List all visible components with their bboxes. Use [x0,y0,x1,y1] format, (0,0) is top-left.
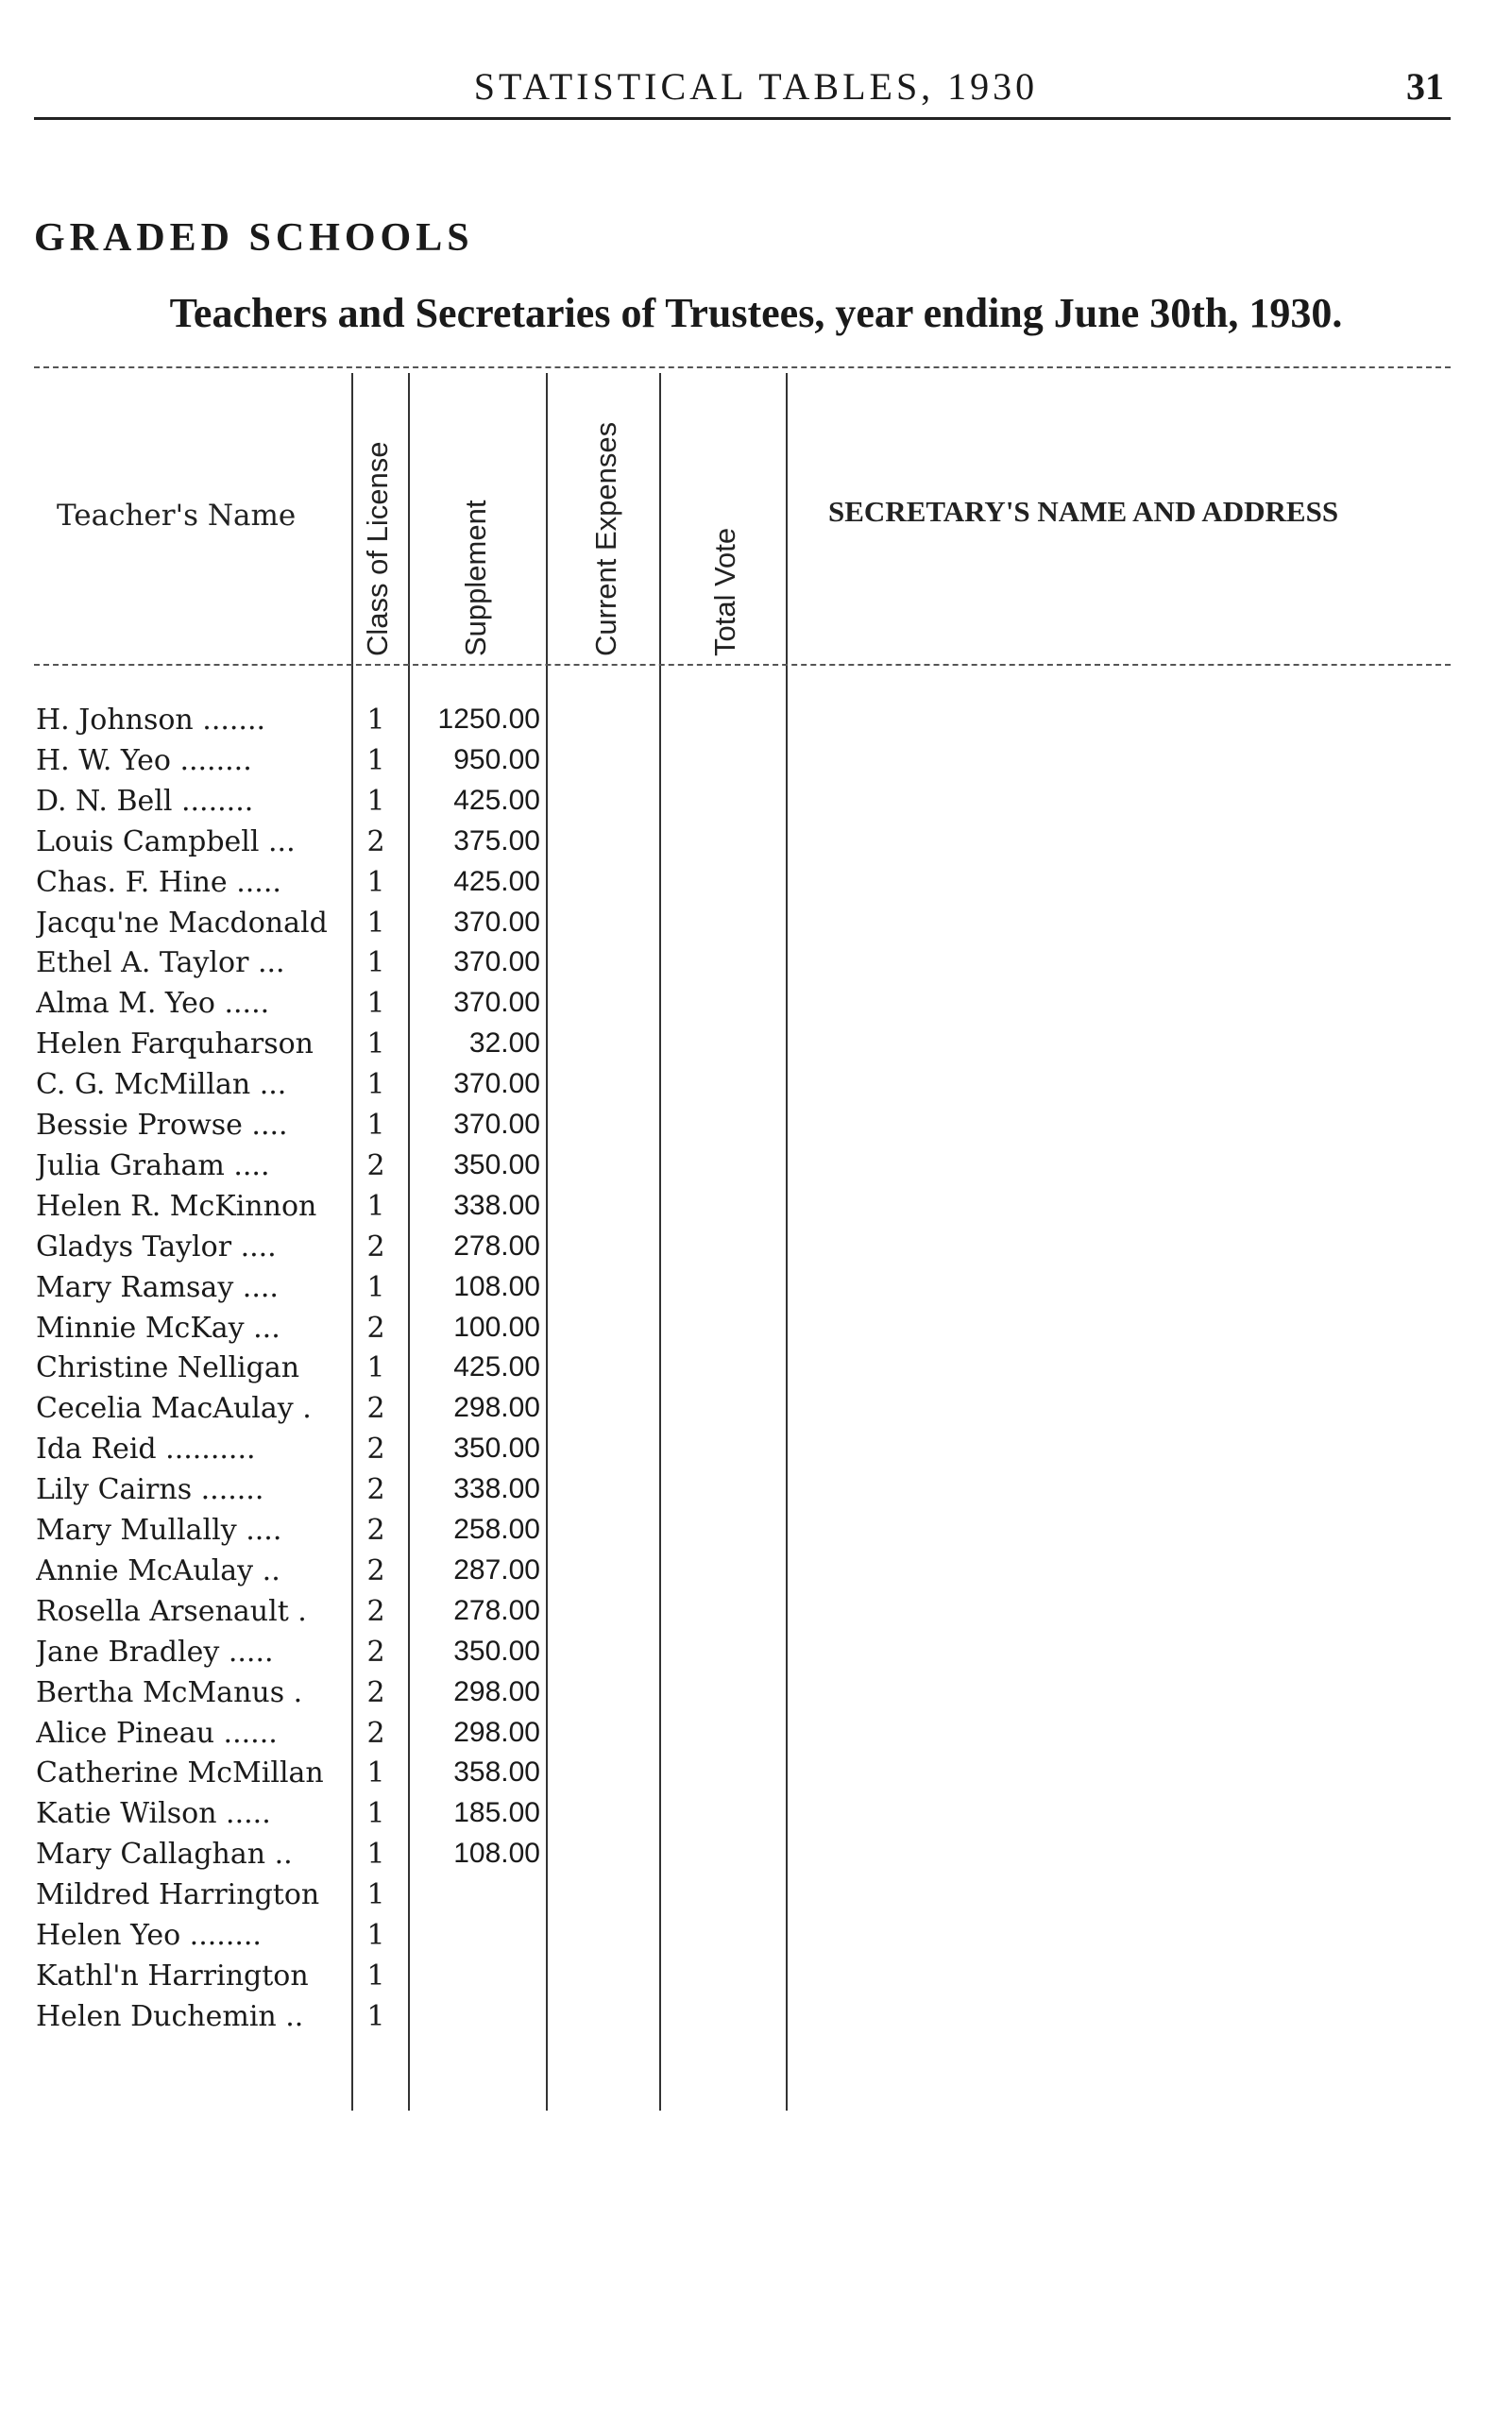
running-title: STATISTICAL TABLES, 1930 [473,65,1039,108]
teacher-name: Annie McAulay .. [36,1553,280,1587]
table-row [0,1230,661,1271]
table-row [0,2000,661,2041]
table-row [0,1392,661,1433]
table-row [0,1027,661,1068]
license-class: 2 [366,1230,385,1264]
license-class: 2 [366,1311,385,1345]
table-row [0,1636,661,1676]
supplement-value: 338.00 [453,1189,540,1221]
teacher-name: Minnie McKay ... [36,1311,280,1345]
supplement-value: 370.00 [453,1109,540,1140]
license-class: 1 [366,704,385,737]
supplement-value: 108.00 [453,1270,540,1302]
supplement-value: 370.00 [453,906,540,938]
license-class: 1 [366,743,385,777]
table-row [0,1149,661,1190]
table-row [0,1919,661,1959]
license-class: 1 [366,946,385,980]
teacher-name: Bessie Prowse .... [36,1109,288,1142]
license-class: 1 [366,1838,385,1872]
supplement-value: 338.00 [453,1473,540,1505]
table-row [0,1756,661,1797]
supplement-value: 350.00 [453,1635,540,1667]
teacher-name: Rosella Arsenault . [36,1594,307,1628]
header-divider [34,117,1451,120]
teacher-name: Bertha McManus . [36,1675,303,1709]
license-class: 1 [366,784,385,818]
teacher-name: Helen R. McKinnon [36,1189,317,1223]
teacher-name: Katie Wilson ..... [36,1797,271,1831]
teacher-name-header: Teacher's Name [57,499,297,533]
teacher-name: Helen Duchemin .. [36,1999,304,2033]
teacher-name: Christine Nelligan [36,1351,300,1385]
teacher-name: Cecelia MacAulay . [36,1392,312,1426]
teacher-name: D. N. Bell ........ [36,784,254,818]
license-class: 2 [366,1392,385,1426]
license-class: 2 [366,1635,385,1669]
supplement-value: 375.00 [453,824,540,857]
license-class: 1 [366,1270,385,1304]
supplement-value: 108.00 [453,1838,540,1870]
table-row [0,1068,661,1109]
teacher-name: Julia Graham .... [36,1148,270,1182]
license-class: 2 [366,1594,385,1628]
teacher-name: Mary Callaghan .. [36,1838,293,1872]
supplement-value: 287.00 [453,1553,540,1586]
supplement-value: 298.00 [453,1675,540,1707]
teacher-name: Mary Ramsay .... [36,1270,279,1304]
table-row [0,987,661,1027]
supplement-value: 425.00 [453,1351,540,1383]
supplement-value: 100.00 [453,1311,540,1343]
table-row [0,1433,661,1473]
teacher-name: Jacqu'ne Macdonald [36,906,328,940]
teacher-name: Jane Bradley ..... [36,1635,274,1669]
license-class: 1 [366,987,385,1021]
teacher-name: Helen Farquharson [36,1027,314,1061]
secretary-header: SECRETARY'S NAME AND ADDRESS [828,495,1339,528]
table-row [0,1109,661,1149]
table-subtitle: Teachers and Secretaries of Trustees, year ending June 30th, 1930. [169,290,1343,336]
total-vote-header: Total Vote [708,527,741,656]
header-bottom-rule [34,664,1451,666]
supplement-value: 425.00 [453,865,540,897]
teacher-name: Ethel A. Taylor ... [36,946,285,980]
license-class: 1 [366,1189,385,1223]
table-row [0,1838,661,1878]
license-class: 1 [366,1919,385,1952]
table-row [0,946,661,987]
teacher-name: Lily Cairns ....... [36,1473,264,1507]
license-class: 1 [366,906,385,940]
table-row [0,1473,661,1514]
license-class: 2 [366,1553,385,1587]
teacher-name: H. Johnson ....... [36,704,266,737]
license-class: 1 [366,1027,385,1061]
supplement-value: 1250.00 [437,704,540,735]
supplement-value: 370.00 [453,946,540,978]
teacher-name: Mildred Harrington [36,1878,320,1912]
teacher-name: Kathl'n Harrington [36,1959,309,1993]
table-row [0,866,661,907]
table-row [0,785,661,825]
teacher-name: Catherine McMillan [36,1756,324,1790]
teacher-name: Alice Pineau ...... [36,1716,278,1750]
license-class: 2 [366,1514,385,1547]
table-row [0,1595,661,1636]
teacher-name: Ida Reid .......... [36,1433,256,1467]
teacher-name: Chas. F. Hine ..... [36,865,281,899]
supplement-value: 278.00 [453,1594,540,1626]
license-class: 1 [366,1959,385,1993]
table-row [0,704,661,744]
table-row [0,744,661,785]
class-of-license-header: Class of License [361,441,394,656]
license-class: 1 [366,1797,385,1831]
supplement-value: 350.00 [453,1433,540,1465]
current-expenses-header: Current Expenses [589,421,622,656]
running-head [0,57,1512,113]
table-row [0,1554,661,1595]
teacher-name: H. W. Yeo ........ [36,743,252,777]
license-class: 1 [366,865,385,899]
license-class: 2 [366,1433,385,1467]
supplement-value: 32.00 [468,1027,540,1060]
column-divider [786,373,788,2111]
table-row [0,1351,661,1392]
license-class: 2 [366,1148,385,1182]
table-row [0,1797,661,1838]
license-class: 2 [366,1716,385,1750]
supplement-value: 370.00 [453,987,540,1019]
table-row [0,1312,661,1352]
table-row [0,1717,661,1757]
table-row [0,1514,661,1554]
table-row [0,907,661,947]
license-class: 1 [366,1878,385,1912]
teacher-name: Helen Yeo ........ [36,1919,262,1952]
license-class: 2 [366,1473,385,1507]
table-row [0,1878,661,1919]
table-row [0,1271,661,1312]
license-class: 1 [366,1999,385,2033]
teacher-name: Louis Campbell ... [36,824,296,858]
supplement-value: 370.00 [453,1068,540,1100]
supplement-header: Supplement [459,500,492,656]
teacher-name: Mary Mullally .... [36,1514,282,1547]
teacher-name: C. G. McMillan ... [36,1068,287,1102]
license-class: 2 [366,824,385,858]
supplement-value: 350.00 [453,1148,540,1180]
teacher-name: Gladys Taylor .... [36,1230,277,1264]
teacher-name: Alma M. Yeo ..... [36,987,270,1021]
supplement-value: 258.00 [453,1514,540,1545]
license-class: 1 [366,1109,385,1142]
supplement-value: 185.00 [453,1797,540,1829]
license-class: 1 [366,1068,385,1102]
license-class: 1 [366,1351,385,1385]
table-row [0,1959,661,2000]
supplement-value: 950.00 [453,743,540,775]
table-row [0,825,661,866]
table-top-rule [34,366,1451,368]
license-class: 2 [366,1675,385,1709]
section-heading: GRADED SCHOOLS [34,216,474,260]
supplement-value: 298.00 [453,1392,540,1424]
supplement-value: 298.00 [453,1716,540,1748]
supplement-value: 425.00 [453,784,540,816]
page-number: 31 [1406,65,1444,108]
license-class: 1 [366,1756,385,1790]
table-row [0,1676,661,1717]
supplement-value: 358.00 [453,1756,540,1789]
table-row [0,1190,661,1230]
supplement-value: 278.00 [453,1230,540,1262]
